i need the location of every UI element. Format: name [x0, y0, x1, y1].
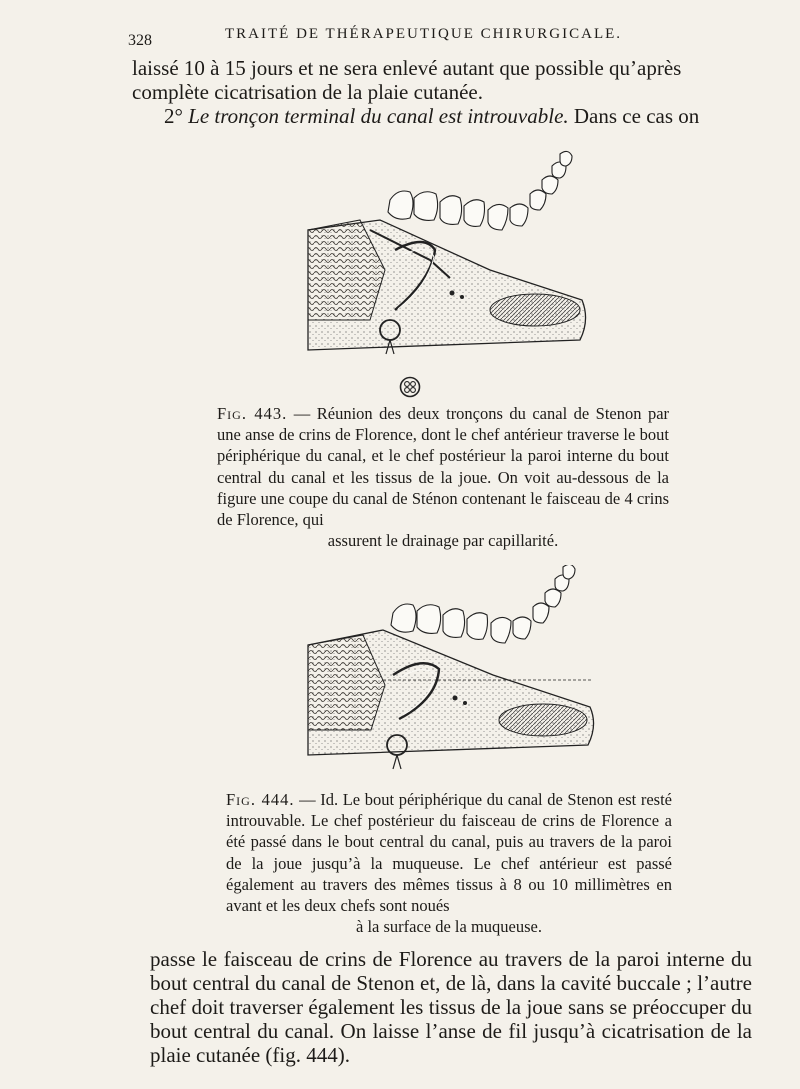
- intro-line-3-rest: Dans ce cas on: [573, 104, 700, 128]
- intro-paragraph: [132, 56, 737, 128]
- section-heading: Le tronçon terminal du canal est introuvable.: [188, 104, 569, 128]
- figure-443-caption-text: — Réunion des deux tronçons du canal de Stenon par une anse de crins de Florence, dont le chef antérieur traverse le bout périphérique du canal, et le chef postérieur la paroi interne du bout central du canal et les tissus de la joue. On voit au-dessous de la figure une coupe du canal de Sténon contenant le faisceau de 4 crins de Florence, qui: [217, 404, 670, 530]
- figure-443-caption: [217, 403, 669, 551]
- section-number: 2°: [164, 104, 183, 128]
- duct-section-symbol: [399, 376, 421, 398]
- figure-444-caption: [226, 789, 672, 937]
- figure-444-illustration: [293, 565, 598, 780]
- figure-443-caption-last-line: assurent le drainage par capillarité.: [327, 531, 559, 551]
- intro-line-2: complète cicatrisation de la plaie cutanée.: [132, 80, 483, 104]
- running-title: TRAITÉ DE THÉRAPEUTIQUE CHIRURGICALE.: [225, 26, 623, 42]
- figure-444-caption-last-line: à la surface de la muqueuse.: [356, 917, 542, 937]
- intro-line-3: [132, 104, 737, 128]
- outro-text: passe le faisceau de crins de Florence au travers de la paroi interne du bout central du canal de Stenon et, de là, dans la cavité buccale ; l’autre chef doit traverser également les tissus de la joue sans se préoccuper du bout central du canal. On laisse l’anse de fil jusqu’à cicatrisation de la plaie cutanée (fig. 444).: [150, 947, 752, 1067]
- figure-444-label: Fig. 444.: [226, 790, 295, 809]
- teeth-row-2: [391, 565, 575, 643]
- figure-443-illustration: [290, 150, 590, 365]
- teeth-row: [388, 151, 572, 230]
- intro-line-1: laissé 10 à 15 jours et ne sera enlevé autant que possible qu’après: [132, 56, 682, 80]
- page-number: 328: [128, 32, 152, 49]
- figure-444-caption-text: — Id. Le bout périphérique du canal de Stenon est resté introuvable. Le chef postérieur du faisceau de crins de Florence a été passé dans le bout central du canal, puis au travers de la paroi de la joue jusqu’à la muqueuse. Le chef antérieur est passé également au travers des mêmes tissus à 8 ou 10 millimètres en avant et les deux chefs sont noués: [226, 790, 672, 916]
- figure-443-label: Fig. 443.: [217, 404, 288, 423]
- outro-paragraph: [150, 947, 752, 1067]
